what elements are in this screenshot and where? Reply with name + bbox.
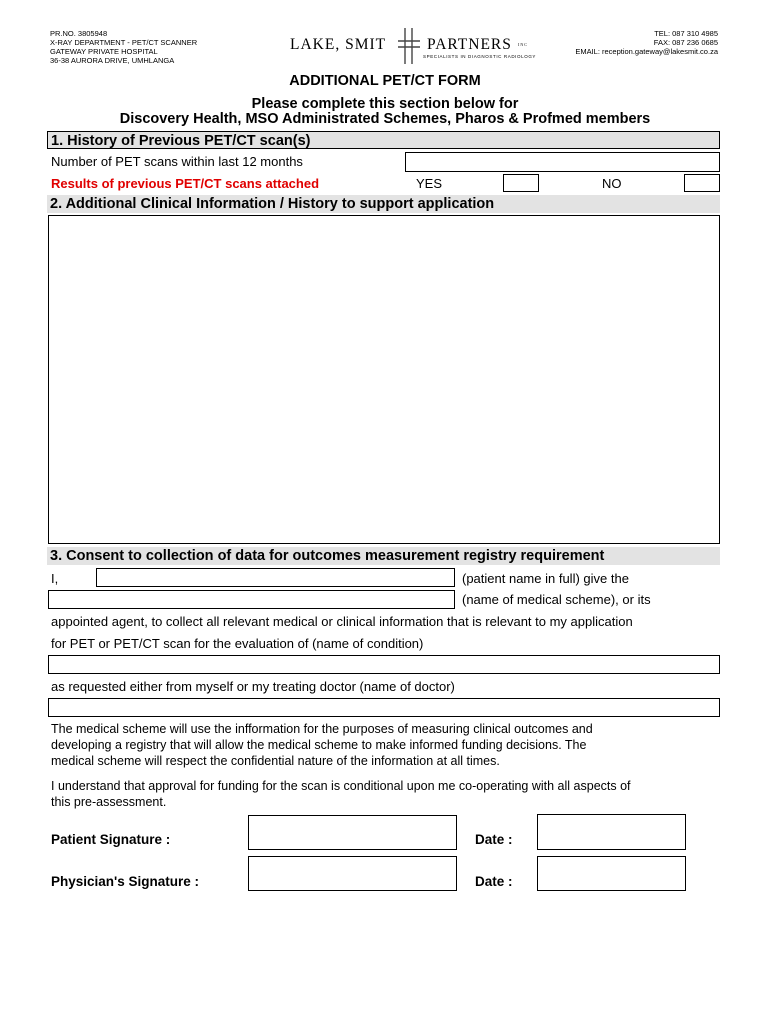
- practice-address-block: [50, 29, 197, 65]
- results-attached-label: Results of previous PET/CT scans attached: [51, 176, 320, 191]
- physician-signature-label: Physician's Signature :: [51, 874, 200, 889]
- company-logo: [290, 30, 537, 66]
- condition-text: for PET or PET/CT scan for the evaluation of (name of condition): [51, 636, 424, 651]
- patient-date-field[interactable]: [537, 814, 686, 850]
- patient-name-suffix: (patient name in full) give the: [462, 571, 629, 586]
- agent-text: appointed agent, to collect all relevant medical or clinical information that is relevant to my application: [51, 614, 633, 629]
- medical-scheme-suffix: (name of medical scheme), or its: [462, 592, 651, 607]
- street-address-line: 36-38 AURORA DRIVE, UMHLANGA: [50, 56, 175, 65]
- clinical-information-field[interactable]: [48, 215, 720, 544]
- yes-checkbox[interactable]: [503, 174, 539, 192]
- hospital-line: GATEWAY PRIVATE HOSPITAL: [50, 47, 158, 56]
- logo-tagline: SPECIALISTS IN DIAGNOSTIC RADIOLOGY: [423, 54, 537, 59]
- patient-date-label: Date :: [475, 832, 513, 847]
- condition-field[interactable]: [48, 655, 720, 674]
- form-subtitle-1: Please complete this section below for: [251, 96, 519, 112]
- contact-block: [575, 29, 718, 56]
- section3-heading: 3. Consent to collection of data for outcomes measurement registry requirement: [47, 547, 720, 565]
- physician-date-field[interactable]: [537, 856, 686, 891]
- approval-paragraph: I understand that approval for funding for the scan is conditional upon me co-operating with all aspects of this pre-assessment.: [51, 779, 631, 809]
- physician-date-label: Date :: [475, 874, 513, 889]
- email-line: EMAIL: reception.gateway@lakesmit.co.za: [575, 47, 718, 56]
- logo-cross-icon: [396, 28, 422, 64]
- patient-signature-field[interactable]: [248, 815, 457, 850]
- physician-signature-field[interactable]: [248, 856, 457, 891]
- form-subtitle-2: Discovery Health, MSO Administrated Schemes, Pharos & Profmed members: [119, 111, 651, 127]
- section2-heading: 2. Additional Clinical Information / History to support application: [47, 195, 720, 213]
- telephone-line: TEL: 087 310 4985: [654, 29, 718, 38]
- scans-count-field[interactable]: [405, 152, 720, 172]
- no-checkbox[interactable]: [684, 174, 720, 192]
- patient-signature-label: Patient Signature :: [51, 832, 171, 847]
- practice-number: PR.NO. 3805948: [50, 29, 108, 38]
- yes-label: YES: [416, 176, 443, 191]
- medical-scheme-field[interactable]: [48, 590, 455, 609]
- fax-line: FAX: 087 236 0685: [653, 38, 718, 47]
- scans-count-label: Number of PET scans within last 12 months: [51, 154, 303, 169]
- doctor-name-field[interactable]: [48, 698, 720, 717]
- i-label: I,: [51, 571, 59, 586]
- doctor-text: as requested either from myself or my treating doctor (name of doctor): [51, 679, 455, 694]
- scheme-usage-paragraph: The medical scheme will use the infformation for the purposes of measuring clinical outcomes and developing a registry that will allow the medical scheme to make informed funding decisions. The medical scheme will respect the confidential nature of the information at all times.: [51, 722, 593, 768]
- logo-wordmark: LAKE, SMIT PARTNERS INC: [290, 36, 528, 53]
- patient-name-field[interactable]: [96, 568, 455, 587]
- form-title: ADDITIONAL PET/CT FORM: [289, 73, 481, 89]
- no-label: NO: [602, 176, 622, 191]
- department-line: X-RAY DEPARTMENT - PET/CT SCANNER: [50, 38, 198, 47]
- section1-heading: 1. History of Previous PET/CT scan(s): [47, 131, 720, 149]
